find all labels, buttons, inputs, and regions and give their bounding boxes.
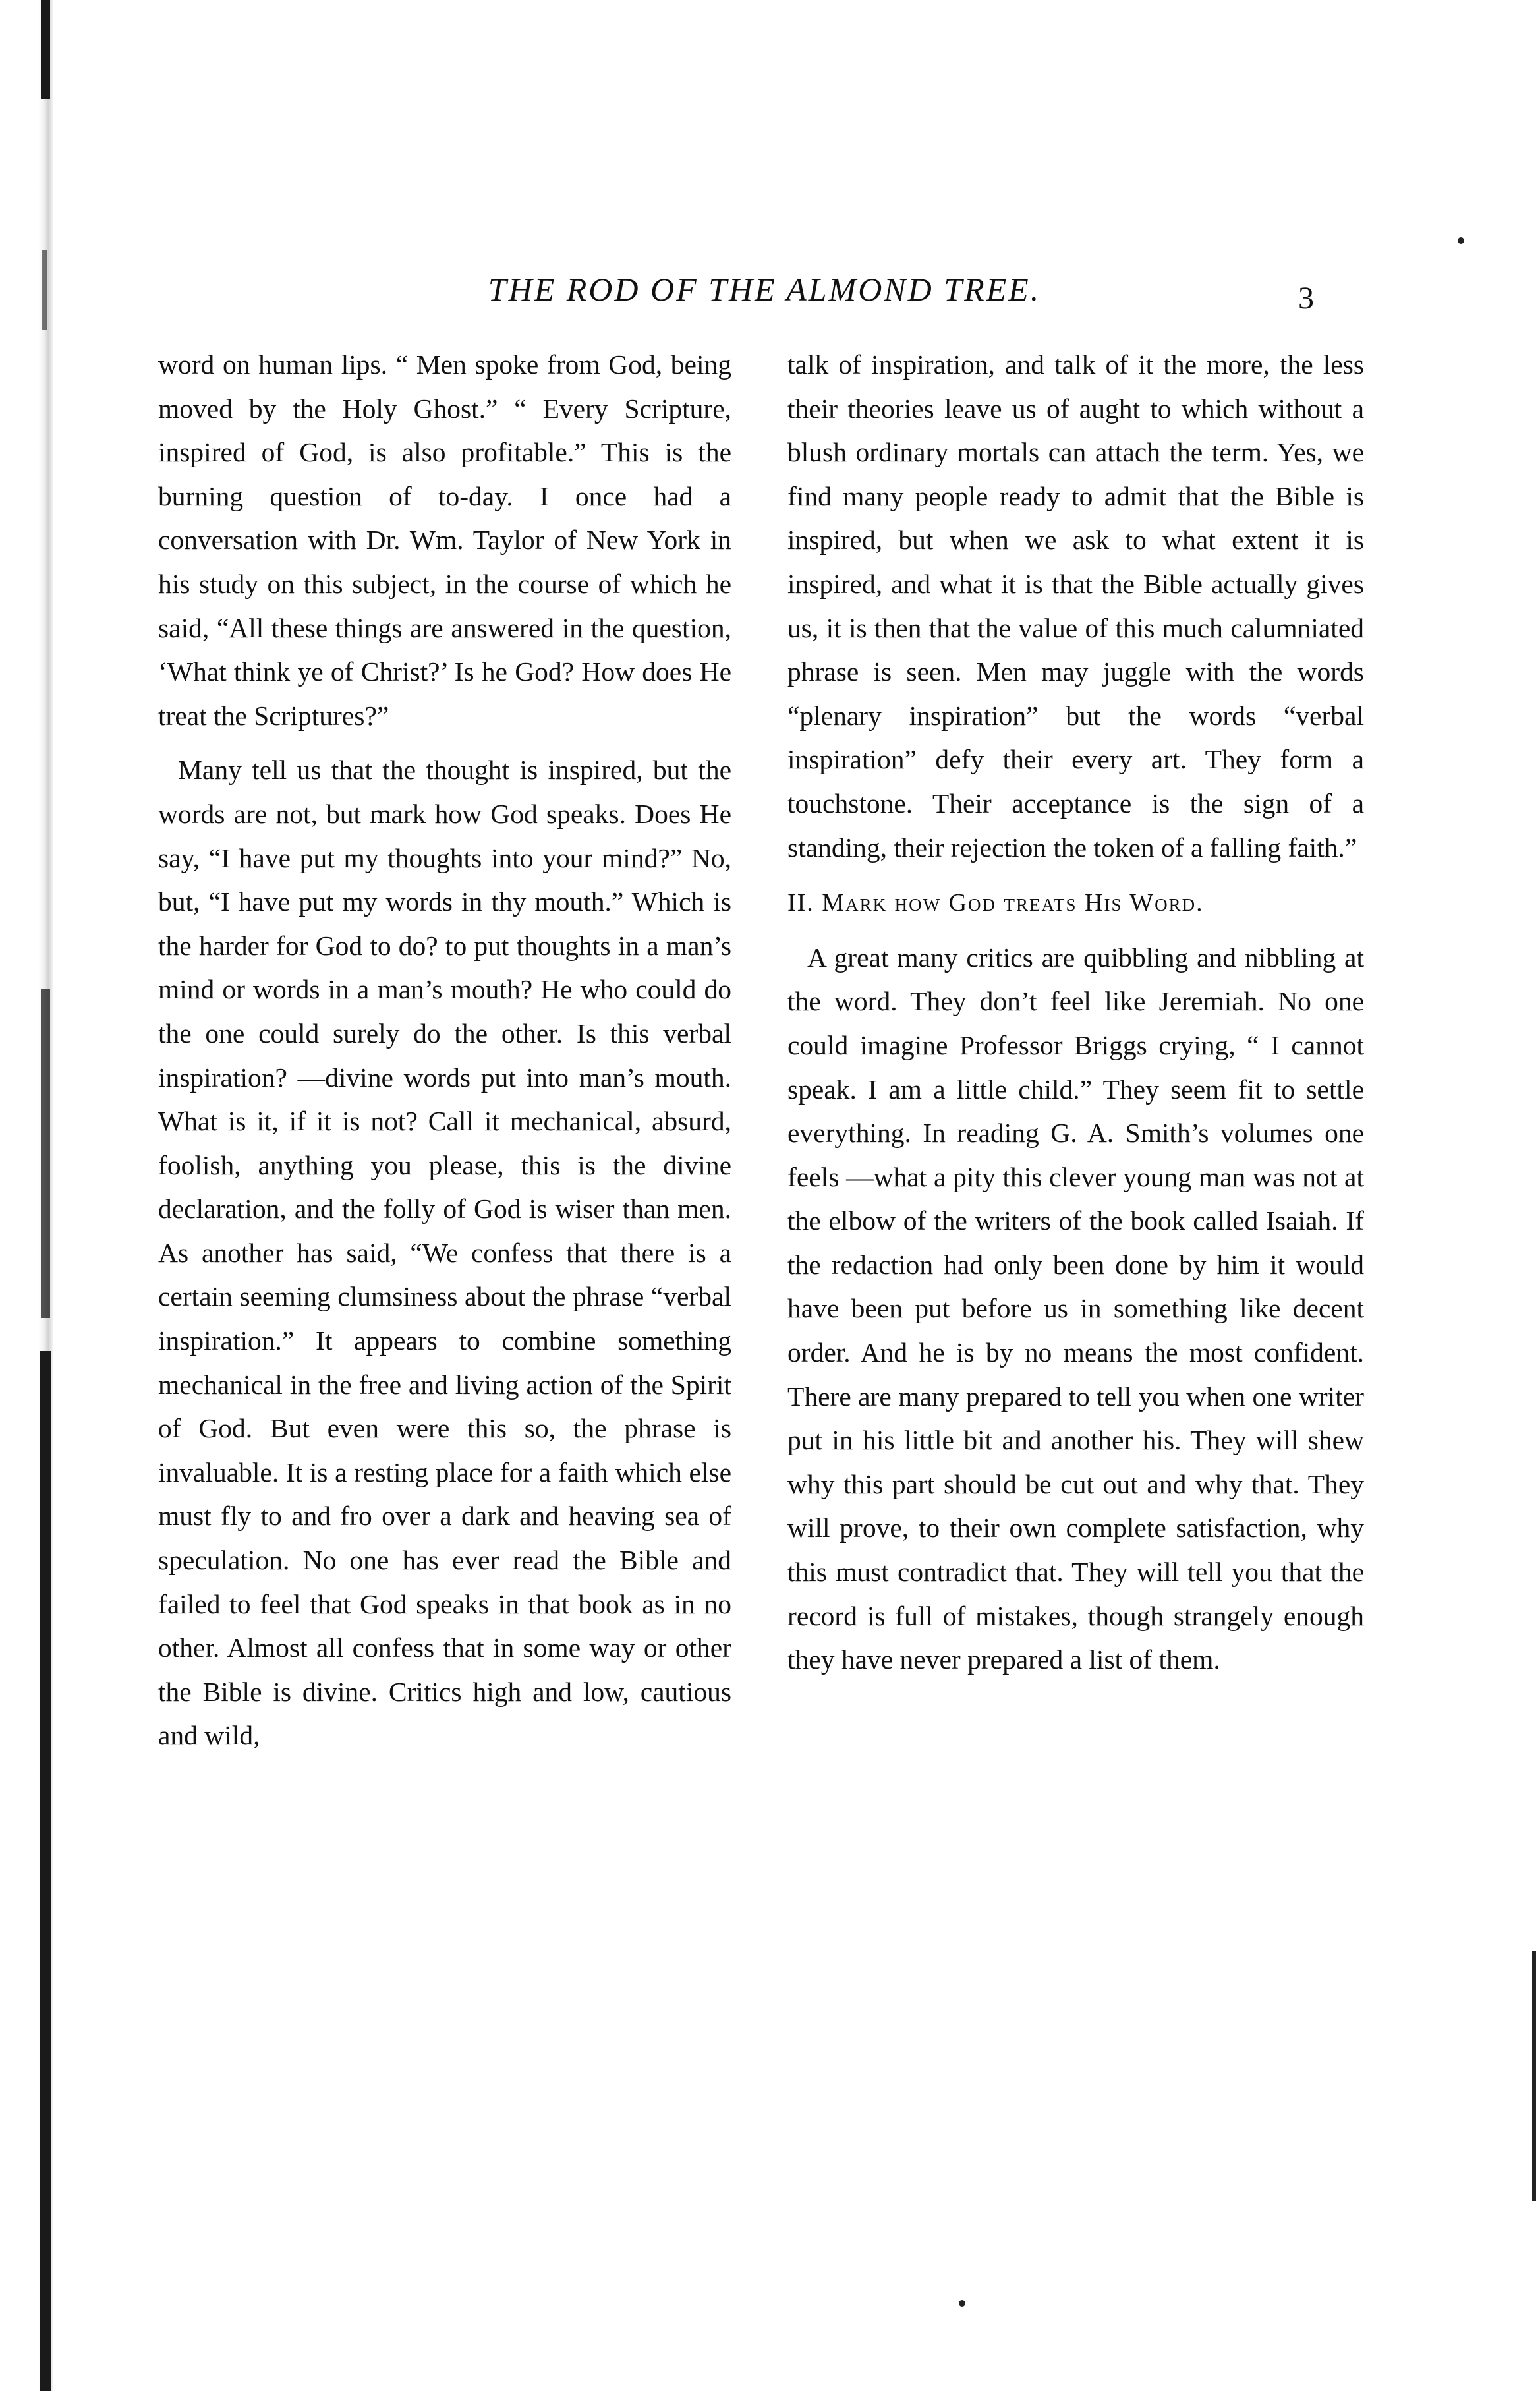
left-column	[158, 343, 731, 1758]
section-heading: II. Mark how God treats His Word.	[787, 889, 1204, 917]
left-paragraph-2: Many tell us that the thought is inspired, but the words are not, but mark how God speaks. Does He say, “I have put my thoughts into your mind?” No, but, “I have put my words in thy mouth.” Which is the harder for God to do? to put thoughts in a man’s mind or words in a man’s mouth? He who could do the one could surely do the other. Is this verbal inspiration? —divine words put into man’s mouth. What is it, if it is not? Call it mechanical, absurd, foolish, anything you please, this is the divine declaration, and the folly of God is wiser than men. As another has said, “We confess that there is a certain seeming clumsiness about the phrase “verbal inspiration.” It appears to combine something mechanical in the free and living action of the Spirit of God. But even were this so, the phrase is invaluable. It is a resting place for a faith which else must fly to and fro over a dark and heaving sea of speculation. No one has ever read the Bible and failed to feel that God speaks in that book as in no other. Almost all confess that in some way or other the Bible is divine. Critics high and low, cautious and wild,	[158, 755, 731, 1751]
left-paragraph-1: word on human lips. “ Men spoke from God, being moved by the Holy Ghost.” “ Every Scripture, inspired of God, is also profitable.” This is the burning question of to-day. I once had a conversation with Dr. Wm. Taylor of New York in his study on this subject, in the course of which he said, “All these things are answered in the question, ‘What think ye of Christ?’ Is he God? How does He treat the Scriptures?”	[158, 349, 731, 731]
right-edge-mark	[1532, 1951, 1536, 2201]
right-column	[787, 343, 1364, 1682]
speck-bottom	[959, 2300, 965, 2307]
speck-top-right	[1458, 237, 1464, 244]
binding-mark-top	[41, 0, 50, 99]
binding-mark-upper	[42, 250, 47, 330]
page-number: 3	[1298, 281, 1314, 316]
binding-mark-middle	[41, 989, 50, 1318]
right-paragraph-section-body: A great many critics are quibbling and nibbling at the word. They don’t feel like Jeremiah. No one could imagine Professor Briggs crying, “ I cannot speak. I am a little child.” They seem fit to settle everything. In reading G. A. Smith’s volumes one feels —what a pity this clever young man was not at the elbow of the writers of the book called Isaiah. If the redaction had only been done by him it would have been put before us in something like decent order. And he is by no means the most confident. There are many prepared to tell you when one writer put in his little bit and another his. They will shew why this part should be cut out and why that. They will prove, to their own complete satisfaction, why this must contradict that. They will tell you that the record is full of mistakes, though strangely enough they have never prepared a list of them.	[787, 942, 1364, 1675]
right-paragraph-continuation: talk of inspiration, and talk of it the more, the less their theories leave us of aught to which without a blush ordinary mortals can attach the term. Yes, we find many people ready to admit that the Bible is inspired, but when we ask to what extent it is inspired, and what it is that the Bible actually gives us, it is then that the value of this much calumniated phrase is seen. Men may juggle with the words “plenary inspiration” but the words “verbal inspiration” defy their every art. They form a touchstone. Their acceptance is the sign of a standing, their rejection the token of a falling faith.”	[787, 349, 1364, 863]
binding-mark-lower	[40, 1351, 51, 2391]
running-head: THE ROD OF THE ALMOND TREE.	[488, 271, 1041, 308]
